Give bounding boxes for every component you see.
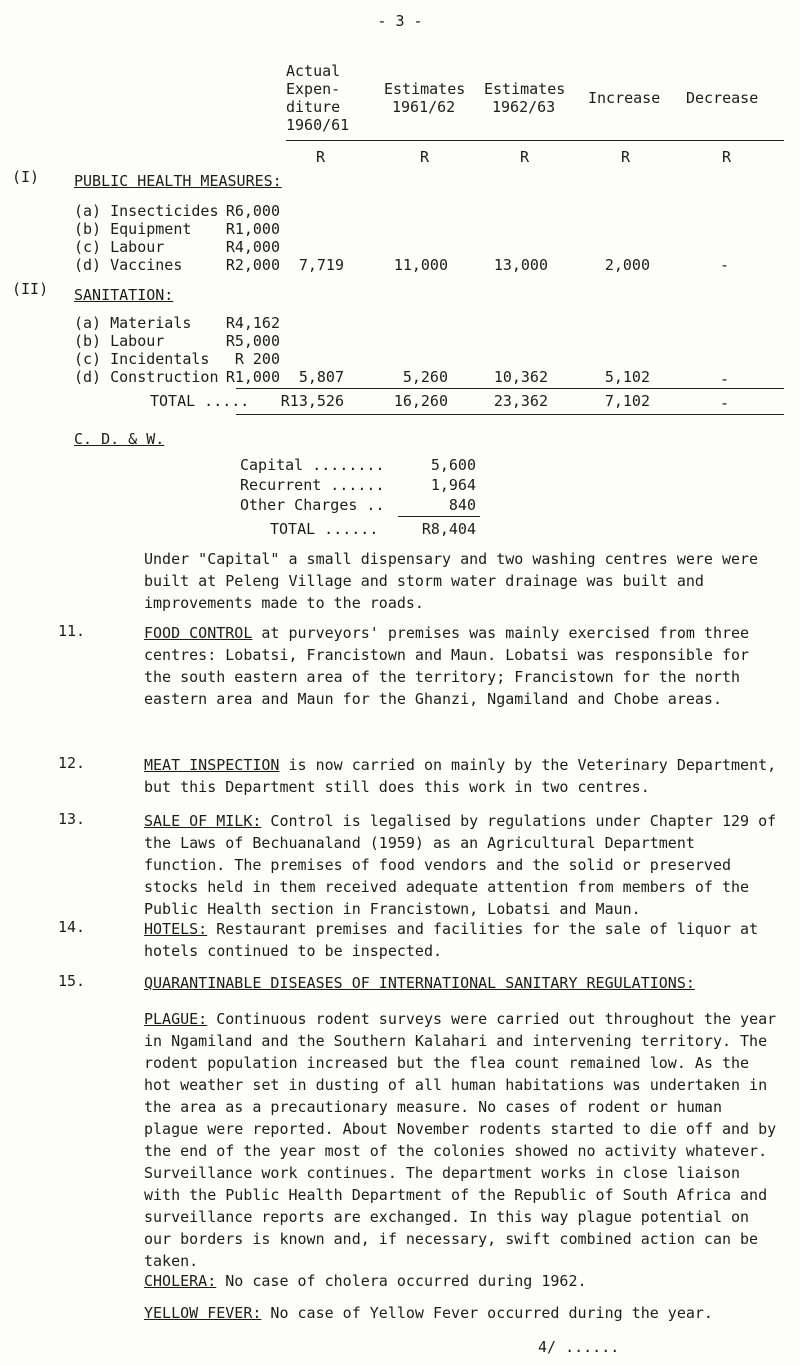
section-2-title: SANITATION: <box>74 286 174 304</box>
yellow-fever-heading: YELLOW FEVER: <box>144 1304 262 1322</box>
header-actual-1: Actual <box>286 62 341 80</box>
para-15-number: 15. <box>58 972 86 990</box>
header-est2-2: 1962/63 <box>492 98 556 116</box>
section-2-amount-c: R 200 <box>234 350 280 368</box>
header-decrease: Decrease <box>686 89 759 107</box>
section-1-roman: (I) <box>12 168 40 186</box>
cdw-rule <box>398 516 480 517</box>
plague-text: Continuous rodent surveys were carried out throughout the year in Ngamiland and the Southern Kalahari and intervening territory. The rodent population increased but the flea count remained low. As the hot weather set in dusting of all human habitations was undertaken in the area as a precautionary measure. No cases of rodent or human plague were reported. About November rodents started to die off and by the end of the year most of the colonies showed no activity whatever. Surveillance work continues. The department works in close liaison with the Public Health Department of the Republic of South Africa and surveillance reports are exchanged. In this way plague potential on our borders is known and, if necessary, swift combined action can be taken. <box>144 1010 777 1270</box>
unit-increase: R <box>621 148 631 166</box>
section-2-amount-d: R1,000 <box>225 368 280 386</box>
section-1-est2: 13,000 <box>493 256 548 274</box>
total-est1: 16,260 <box>393 392 448 410</box>
section-2-increase: 5,102 <box>604 368 650 386</box>
page-number: - 3 - <box>377 12 423 30</box>
para-12-heading: MEAT INSPECTION <box>144 756 280 774</box>
section-2-item-b: (b) Labour <box>74 332 165 350</box>
header-est2-1: Estimates <box>484 80 566 98</box>
para-12 <box>144 754 784 798</box>
intro-paragraph: Under "Capital" a small dispensary and two washing centres were were built at Peleng Village and storm water drainage was built and improvements made to the roads. <box>144 550 759 612</box>
section-1-decrease: - <box>720 256 730 274</box>
para-12-number: 12. <box>58 754 86 772</box>
unit-est1: R <box>420 148 430 166</box>
section-2-actual: 5,807 <box>298 368 344 386</box>
section-2-item-c: (c) Incidentals <box>74 350 210 368</box>
cdw-total-value: R8,404 <box>421 520 476 538</box>
cholera-paragraph <box>144 1270 780 1292</box>
section-2-est1: 5,260 <box>402 368 448 386</box>
para-13-number: 13. <box>58 810 86 828</box>
para-11-text: at purveyors' premises was mainly exercised from three centres: Lobatsi, Francistown and Maun. Lobatsi was responsible for the south eastern area of the territory; Francistown for the north eastern area and Maun for the Ghanzi, Ngamiland and Chobe areas. <box>144 624 750 708</box>
cdw-capital-label: Capital ........ <box>240 456 385 474</box>
section-2-item-a: (a) Materials <box>74 314 192 332</box>
total-label: TOTAL ..... <box>150 392 250 410</box>
para-14-number: 14. <box>58 918 86 936</box>
section-2-roman: (II) <box>12 280 49 298</box>
header-actual-4: 1960/61 <box>286 116 350 134</box>
section-1-item-a: (a) Insecticides <box>74 202 219 220</box>
para-14-heading: HOTELS: <box>144 920 208 938</box>
yellow-fever-text: No case of Yellow Fever occurred during the year. <box>261 1304 713 1322</box>
cdw-other-label: Other Charges .. <box>240 496 385 514</box>
cholera-text: No case of cholera occurred during 1962. <box>216 1272 587 1290</box>
continuation-footer: 4/ ...... <box>538 1338 620 1356</box>
unit-actual: R <box>316 148 326 166</box>
section-1-amount-b: R1,000 <box>225 220 280 238</box>
para-14-text: Restaurant premises and facilities for the sale of liquor at hotels continued to be inspected. <box>144 920 759 960</box>
section-2-est2: 10,362 <box>493 368 548 386</box>
para-13 <box>144 810 780 920</box>
section-1-item-d: (d) Vaccines <box>74 256 183 274</box>
section-2-decrease: - <box>720 370 730 388</box>
header-actual-2: Expen- <box>286 80 341 98</box>
para-11-number: 11. <box>58 622 86 640</box>
header-est1-1: Estimates <box>384 80 466 98</box>
cdw-recurrent-label: Recurrent ...... <box>240 476 385 494</box>
total-increase: 7,102 <box>604 392 650 410</box>
section-1-actual: 7,719 <box>298 256 344 274</box>
cdw-title: C. D. & W. <box>74 430 165 448</box>
section-1-increase: 2,000 <box>604 256 650 274</box>
para-11 <box>144 622 780 710</box>
cdw-recurrent-value: 1,964 <box>430 476 476 494</box>
cdw-capital-value: 5,600 <box>430 456 476 474</box>
section-1-est1: 11,000 <box>393 256 448 274</box>
unit-decrease: R <box>722 148 732 166</box>
yellow-fever-paragraph <box>144 1302 780 1324</box>
section-2-amount-a: R4,162 <box>225 314 280 332</box>
cdw-other-value: 840 <box>448 496 476 514</box>
para-13-heading: SALE OF MILK: <box>144 812 262 830</box>
header-increase: Increase <box>588 89 661 107</box>
section-1-amount-a: R6,000 <box>225 202 280 220</box>
section-2-item-d: (d) Construction <box>74 368 219 386</box>
cholera-heading: CHOLERA: <box>144 1272 217 1290</box>
section-1-title: PUBLIC HEALTH MEASURES: <box>74 172 282 190</box>
para-15 <box>144 972 780 994</box>
para-13-text: Control is legalised by regulations under Chapter 129 of the Laws of Bechuanaland (1959) as an Agricultural Department function. The premises of food vendors and the solid or preserved stocks held in them received adequate attention from members of the Public Health section in Francistown, Lobatsi and Maun. <box>144 812 777 918</box>
para-11-heading: FOOD CONTROL <box>144 624 253 642</box>
para-12-text: is now carried on mainly by the Veterinary Department, but this Department still does this work in two centres. <box>144 756 777 796</box>
total-actual: R13,526 <box>280 392 344 410</box>
total-decrease: - <box>720 394 730 412</box>
header-est1-2: 1961/62 <box>392 98 456 116</box>
header-actual-3: diture <box>286 98 341 116</box>
section-1-amount-c: R4,000 <box>225 238 280 256</box>
plague-paragraph <box>144 1008 780 1272</box>
header-rule <box>286 140 784 141</box>
total-est2: 23,362 <box>493 392 548 410</box>
total-rule-bottom <box>236 414 784 415</box>
section-1-item-c: (c) Labour <box>74 238 165 256</box>
para-15-heading: QUARANTINABLE DISEASES OF INTERNATIONAL SANITARY REGULATIONS: <box>144 974 695 992</box>
unit-est2: R <box>520 148 530 166</box>
section-2-amount-b: R5,000 <box>225 332 280 350</box>
para-14 <box>144 918 780 962</box>
plague-heading: PLAGUE: <box>144 1010 208 1028</box>
total-rule-top <box>236 388 784 389</box>
section-1-amount-d: R2,000 <box>225 256 280 274</box>
cdw-total-label: TOTAL ...... <box>270 520 379 538</box>
section-1-item-b: (b) Equipment <box>74 220 192 238</box>
